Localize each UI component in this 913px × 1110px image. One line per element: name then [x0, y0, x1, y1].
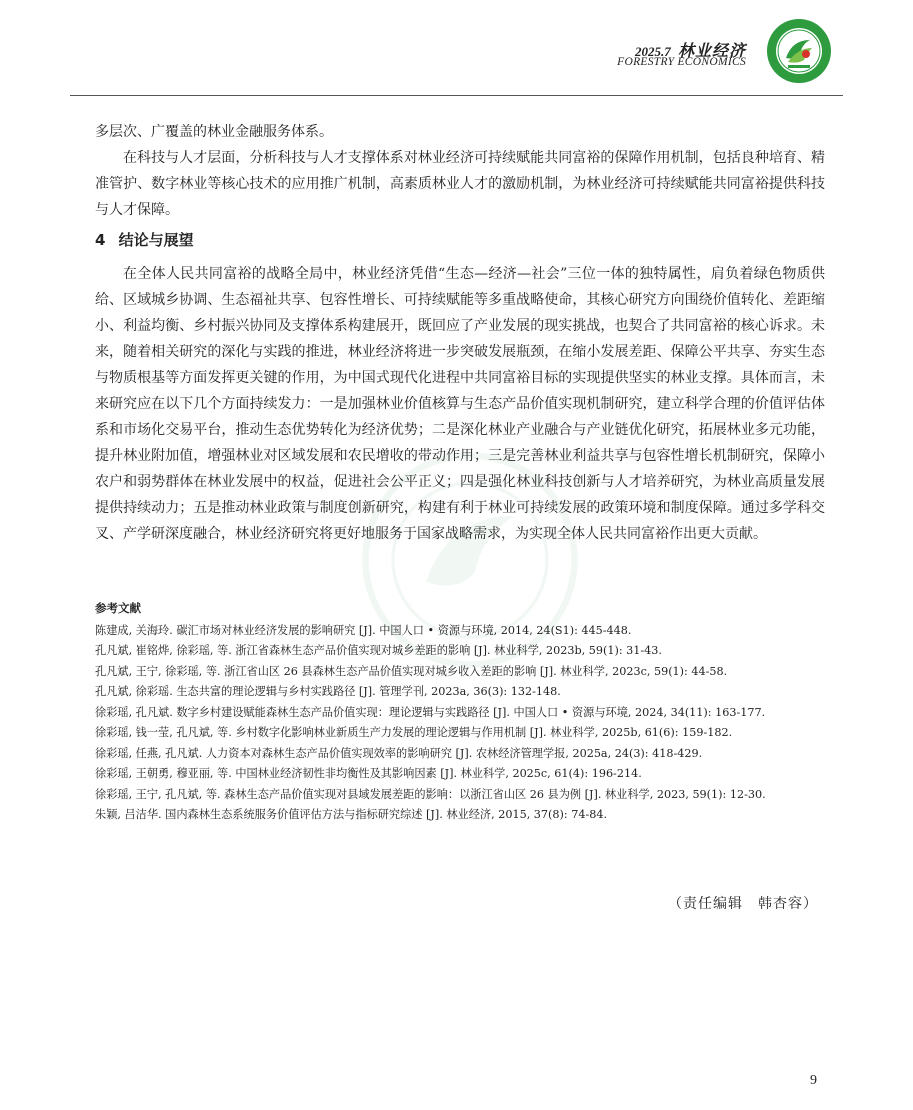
paragraph-tech-talent: [95, 145, 825, 223]
header-rule: [70, 95, 843, 96]
paragraph-conclusion: [95, 261, 825, 547]
responsible-editor: （责任编辑 韩杏容）: [668, 896, 818, 912]
reference-item: 孔凡斌, 王宁, 徐彩瑶, 等. 浙江省山区 26 县森林生态产品价值实现对城乡收入差距的影响 [J]. 林业科学, 2023c, 59(1): 44-58.: [95, 664, 728, 678]
reference-item: 徐彩瑶, 王宁, 孔凡斌, 等. 森林生态产品价值实现对县域发展差距的影响：以浙江省山区 26 县为例 [J]. 林业科学, 2023, 59(1): 12-30.: [95, 787, 766, 801]
reference-item: 徐彩瑶, 任燕, 孔凡斌. 人力资本对森林生态产品价值实现效率的影响研究 [J]. 农林经济管理学报, 2025a, 24(3): 418-429.: [95, 746, 703, 760]
forestry-economics-logo-icon: [766, 18, 832, 84]
page-number: 9: [810, 1073, 817, 1088]
issue-number: 2025.7: [634, 44, 671, 59]
paragraph-text: 在科技与人才层面，分析科技与人才支撑体系对林业经济可持续赋能共同富裕的保障作用机制，包括良种培育、精准管护、数字林业等核心技术的应用推广机制，高素质林业人才的激励机制，为林业经济可持续赋能共同富裕提供科技与人才保障。: [95, 150, 825, 218]
section-heading: [95, 229, 194, 250]
paragraph-continuation: [95, 119, 825, 145]
references-section: [95, 598, 830, 826]
paragraph-text: 在全体人民共同富裕的战略全局中，林业经济凭借“生态—经济—社会”三位一体的独特属性，肩负着绿色物质供给、区域城乡协调、生态福祉共享、包容性增长、可持续赋能等多重战略使命，其核心研究方向围绕价值转化、差距缩小、利益均衡、乡村振兴协同及支撑体系构建展开，既回应了产业发展的现实挑战，也契合了共同富裕的核心诉求。未来，随着相关研究的深化与实践的推进，林业经济将进一步突破发展瓶颈，在缩小发展差距、保障公平共享、夯实生态与物质根基等方面发挥更关键的作用，为中国式现代化进程中共同富裕目标的实现提供坚实的林业支撑。具体而言，未来研究应在以下几个方面持续发力：一是加强林业价值核算与生态产品价值实现机制研究，建立科学合理的价值评估体系和市场化交易平台，推动生态优势转化为经济优势；二是深化林业产业融合与产业链优化研究，拓展林业多元功能，提升林业附加值，增强林业对区域发展和农民增收的带动作用；三是完善林业利益共享与包容性增长机制研究，保障小农户和弱势群体在林业发展中的权益，促进社会公平正义；四是强化林业科技创新与人才培养研究，为林业高质量发展提供持续动力；五是推动林业政策与制度创新研究，构建有利于林业可持续发展的政策环境和制度保障。通过多学科交叉、产学研深度融合，林业经济研究将更好地服务于国家战略需求，为实现全体人民共同富裕作出更大贡献。: [95, 266, 825, 542]
journal-title-cn: 林业经济: [677, 43, 746, 60]
section-title: 结论与展望: [118, 231, 194, 249]
journal-title-en: FORESTRY ECONOMICS: [617, 56, 746, 68]
reference-item: 徐彩瑶, 孔凡斌. 数字乡村建设赋能森林生态产品价值实现：理论逻辑与实践路径 [J]. 中国人口 • 资源与环境, 2024, 34(11): 163-177.: [95, 705, 766, 719]
paragraph-text: 多层次、广覆盖的林业金融服务体系。: [95, 124, 333, 140]
reference-item: 徐彩瑶, 钱一莹, 孔凡斌, 等. 乡村数字化影响林业新质生产力发展的理论逻辑与作用机制 [J]. 林业科学, 2025b, 61(6): 159-182.: [95, 726, 733, 739]
page-header: [600, 30, 832, 90]
section-number: 4: [95, 231, 106, 249]
reference-item: 陈建成, 关海玲. 碳汇市场对林业经济发展的影响研究 [J]. 中国人口 • 资源与环境, 2014, 24(S1): 445-448.: [95, 623, 632, 637]
reference-item: 徐彩瑶, 王朝勇, 穆亚丽, 等. 中国林业经济韧性非均衡性及其影响因素 [J]. 林业科学, 2025c, 61(4): 196-214.: [95, 767, 642, 780]
references-title: 参考文献: [95, 601, 141, 615]
reference-item: 孔凡斌, 徐彩瑶. 生态共富的理论逻辑与乡村实践路径 [J]. 管理学刊, 2023a, 36(3): 132-148.: [95, 685, 561, 698]
reference-item: 孔凡斌, 崔铭烨, 徐彩瑶, 等. 浙江省森林生态产品价值实现对城乡差距的影响 [J]. 林业科学, 2023b, 59(1): 31-43.: [95, 644, 662, 657]
reference-item: 朱颖, 吕洁华. 国内森林生态系统服务价值评估方法与指标研究综述 [J]. 林业经济, 2015, 37(8): 74-84.: [95, 808, 608, 821]
